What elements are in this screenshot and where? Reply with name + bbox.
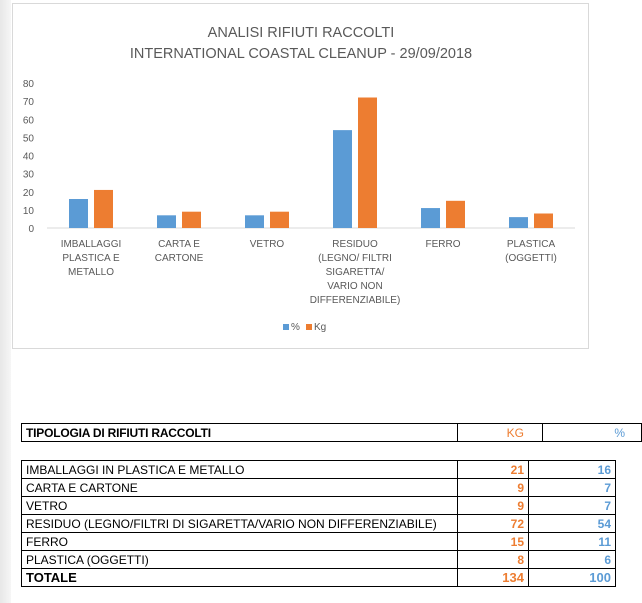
x-category-label: FERRO	[425, 239, 461, 250]
y-tick-label: 20	[22, 187, 34, 199]
row-label: IMBALLAGGI IN PLASTICA E METALLO	[22, 461, 458, 479]
x-category-label: (OGGETTI)	[505, 253, 557, 264]
x-category-label: RESIDUO	[332, 239, 378, 250]
y-tick-label: 40	[22, 151, 34, 163]
y-tick-label: 30	[22, 169, 34, 181]
row-kg: 8	[458, 551, 529, 569]
row-kg: 15	[458, 533, 529, 551]
legend-swatch-pct	[283, 324, 289, 330]
row-pct: 11	[529, 533, 616, 551]
table-row	[22, 533, 616, 551]
table-row	[22, 515, 616, 533]
row-pct: 6	[529, 551, 616, 569]
table-row	[22, 479, 616, 497]
row-pct: 7	[529, 497, 616, 515]
row-kg: 72	[458, 515, 529, 533]
row-label: CARTA E CARTONE	[22, 479, 458, 497]
bar-pct	[157, 215, 176, 228]
chart-title-line: INTERNATIONAL COASTAL CLEANUP - 29/09/2018	[129, 46, 473, 62]
row-pct: 7	[529, 479, 616, 497]
bar-pct	[421, 208, 440, 228]
x-category-label: CARTA E	[158, 239, 200, 250]
table-row	[22, 551, 616, 569]
y-tick-label: 70	[22, 97, 34, 109]
bar-kg	[182, 212, 201, 228]
table-header	[21, 423, 642, 442]
chart-container	[12, 3, 589, 349]
bar-kg	[534, 214, 553, 229]
row-label: RESIDUO (LEGNO/FILTRI DI SIGARETTA/VARIO NON DIFFERENZIABILE)	[22, 515, 458, 533]
legend-label-kg: Kg	[314, 322, 327, 333]
table-header-row	[22, 424, 642, 442]
page-left-edge	[0, 0, 11, 603]
y-tick-label: 60	[22, 115, 34, 127]
y-tick-label: 50	[22, 133, 34, 145]
bar-pct	[509, 217, 528, 228]
row-kg: 9	[458, 497, 529, 515]
row-label: FERRO	[22, 533, 458, 551]
y-tick-label: 10	[22, 205, 34, 217]
table-row	[22, 497, 616, 515]
bar-pct	[333, 130, 352, 228]
waste-table	[21, 460, 616, 587]
bar-kg	[446, 201, 465, 228]
bar-kg	[94, 190, 113, 228]
table-total-row	[22, 569, 616, 587]
y-tick-label: 0	[28, 224, 34, 235]
legend-label-pct: %	[291, 322, 300, 333]
bar-pct	[69, 199, 88, 228]
header-pct: %	[543, 424, 642, 442]
table-row	[22, 461, 616, 479]
row-kg: 9	[458, 479, 529, 497]
legend-swatch-kg	[306, 324, 312, 330]
total-kg: 134	[458, 569, 529, 587]
x-category-label: VETRO	[249, 239, 285, 250]
x-category-label: PLASTICA	[506, 239, 556, 250]
bar-chart	[13, 4, 588, 348]
x-category-label: IMBALLAGGI	[60, 239, 122, 250]
y-tick-label: 80	[22, 79, 34, 90]
x-category-label: DIFFERENZIABILE)	[309, 295, 401, 306]
chart-title-line: ANALISI RIFIUTI RACCOLTI	[207, 25, 395, 41]
row-pct: 54	[529, 515, 616, 533]
row-pct: 16	[529, 461, 616, 479]
x-category-label: PLASTICA E	[62, 253, 120, 264]
header-kg: KG	[458, 424, 543, 442]
row-label: VETRO	[22, 497, 458, 515]
total-label: TOTALE	[22, 569, 458, 587]
header-tipologia: TIPOLOGIA DI RIFIUTI RACCOLTI	[22, 424, 458, 442]
x-category-label: VARIO NON	[327, 281, 383, 292]
x-category-label: METALLO	[68, 267, 114, 278]
row-label: PLASTICA (OGGETTI)	[22, 551, 458, 569]
x-category-label: (LEGNO/ FILTRI	[318, 253, 392, 264]
bar-kg	[358, 98, 377, 229]
row-kg: 21	[458, 461, 529, 479]
x-category-label: CARTONE	[154, 253, 204, 264]
bar-pct	[245, 215, 264, 228]
bar-kg	[270, 212, 289, 228]
x-category-label: SIGARETTA/	[325, 267, 385, 278]
total-pct: 100	[529, 569, 616, 587]
